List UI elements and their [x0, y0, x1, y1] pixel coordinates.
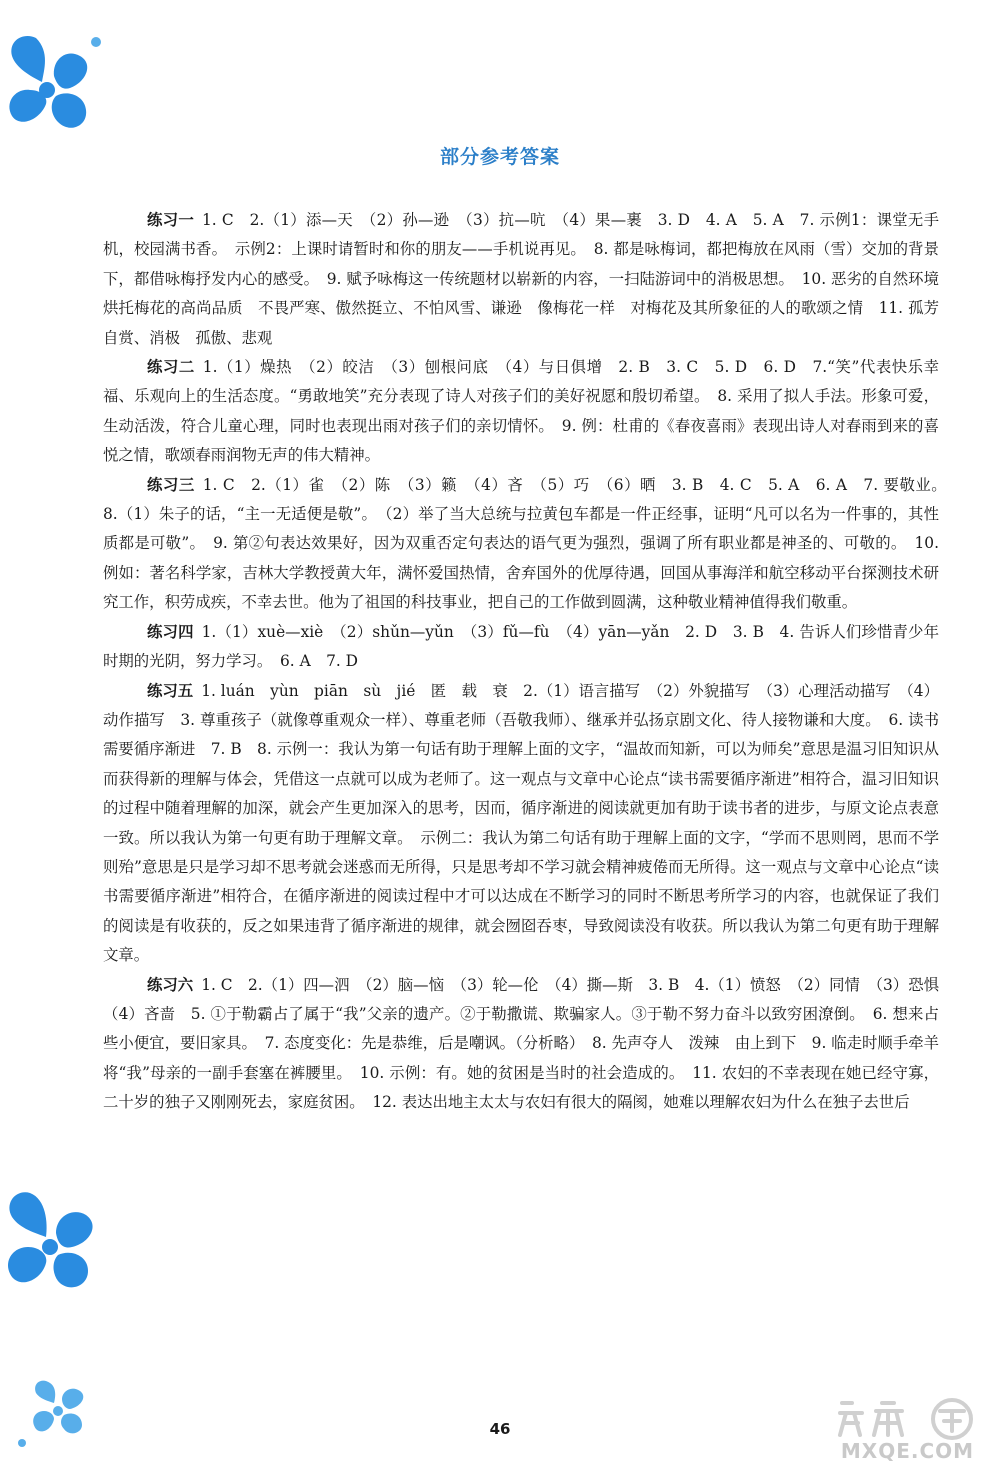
exercise-label: 练习六 — [147, 975, 194, 994]
exercise-answers: 1. luán yùn piān sù jié 匿 载 衰 2.（1）语言描写 （2）外貌描写 （3）心理活动描写 （4）动作描写 3. 尊重孩子（就像尊重观众一样）、尊重老师（吾敬我师）、继承并弘扬京剧文化、待人接物谦和大度。 6. 读书需要循序渐进 7. B 8. 示例一：我认为第一句话有助于理解上面的文字，“温故而知新，可以为师矣”意思是温习旧知识从而获得新的理解与体会，凭借这一点就可以成为老师了。这一观点与文章中心论点“读书需要循序渐进”相符合，温习旧知识的过程中随着理解的加深，就会产生更加深入的思考，因而，循序渐进的阅读就更加有助于读书者的进步，与原文论点表意一致。所以我认为第一句更有助于理解文章。 示例二：我认为第二句话有助于理解上面的文字，“学而不思则罔，思而不学则殆”意思是只是学习却不思考就会迷惑而无所得，只是思考却不学习就会精神疲倦而无所得。这一观点与文章中心论点“读书需要循序渐进”相符合，在循序渐进的阅读过程中才可以达成在不断学习的同时不断思考所学习的内容，也就保证了我们的阅读是有收获的，反之如果违背了循序渐进的规律，就会囫囵吞枣，导致阅读没有收获。所以我认为第二句更有助于理解文章。 — [103, 681, 939, 965]
exercise-1 — [103, 206, 955, 353]
exercise-answers: 1. C 2.（1）雀 （2）陈 （3）籁 （4）吝 （5）巧 （6）晒 3. B 4. C 5. A 6. A 7. 要敬业。 8.（1）朱子的话，“主一无适便是敬”。 （2）举了当大总统与拉黄包车都是一件正经事，证明“凡可以名为一件事的，其性质都是可敬”。 9. 第②句表达效果好，因为双重否定句表达的语气更为强烈，强调了所有职业都是神圣的、可敬的。 10. 例如：著名科学家，吉林大学教授黄大年，满怀爱国热情，舍弃国外的优厚待遇，回国从事海洋和航空移动平台探测技术研究工作，积劳成疾，不幸去世。他为了祖国的科技事业，把自己的工作做到圆满，这种敬业精神值得我们敬重。 — [103, 475, 955, 612]
exercise-label: 练习四 — [147, 622, 194, 641]
exercise-label: 练习五 — [147, 681, 194, 700]
page-title: 部分参考答案 — [439, 146, 560, 168]
exercise-5 — [103, 677, 939, 971]
exercise-6 — [103, 971, 955, 1118]
watermark-domain: MXQE.COM — [840, 1439, 975, 1463]
page-number: 46 — [489, 1420, 511, 1438]
exercise-answers: 1.（1）燥热 （2）皎洁 （3）刨根问底 （4）与日俱增 2. B 3. C 5. D 6. D 7.“笑”代表快乐幸福、乐观向上的生活态度。“勇敢地笑”充分表现了诗人对孩子们的美好祝愿和殷切希望。 8. 采用了拟人手法。形象可爱，生动活泼，符合儿童心理，同时也表现出雨对孩子们的亲切情怀。 9. 例：杜甫的《春夜喜雨》表现出诗人对春雨到来的喜悦之情，歌颂春雨润物无声的伟大精神。 — [103, 358, 939, 465]
exercise-label: 练习二 — [147, 358, 195, 377]
watermark — [820, 1395, 995, 1467]
exercise-label: 练习一 — [147, 211, 195, 229]
blue-heart-clover-icon — [0, 30, 110, 140]
exercise-label: 练习三 — [147, 475, 195, 494]
answer-content — [103, 206, 955, 1118]
exercise-2 — [103, 353, 939, 471]
watermark-logo — [820, 1395, 995, 1441]
exercise-answers: 1. C 2.（1）添—天 （2）孙—逊 （3）抗—吭 （4）果—裹 3. D 4. A 5. A 7. 示例1：课堂无手机，校园满书香。 示例2：上课时请暂时和你的朋友——手机说再见。 8. 都是咏梅词，都把梅放在风雨（雪）交加的背景下，都借咏梅抒发内心的感受。 9. 赋予咏梅这一传统题材以崭新的内容，一扫陆游词中的消极思想。 10. 恶劣的自然环境 烘托梅花的高尚品质 不畏严寒、傲然挺立、不怕风雪、谦逊 像梅花一样 对梅花及其所象征的人的歌颂之情 11. 孤芳自赏、消极 孤傲、悲观 — [103, 211, 955, 347]
exercise-3 — [103, 471, 955, 618]
exercise-4 — [103, 618, 939, 677]
exercise-answers: 1. C 2.（1）四—泗 （2）脑—恼 （3）轮—伦 （4）撕—斯 3. B 4.（1）愤怒 （2）同情 （3）恐惧 （4）吝啬 5. ①于勒霸占了属于“我”父亲的遗产。②于勒撒谎、欺骗家人。③于勒不努力奋斗以致穷困潦倒。 6. 想来占些小便宜，要旧家具。 7. 态度变化：先是恭维，后是嘲讽。（分析略） 8. 先声夺人 泼辣 由上到下 9. 临走时顺手牵羊将“我”母亲的一副手套塞在裤腰里。 10. 示例：有。她的贫困是当时的社会造成的。 11. 农妇的不幸表现在她已经守寡，二十岁的独子又刚刚死去，家庭贫困。 12. 表达出地主太太与农妇有很大的隔阂，她难以理解农妇为什么在独子去世后 — [103, 975, 955, 1112]
exercise-answers: 1.（1）xuè—xiè （2）shǔn—yǔn （3）fǔ—fù （4）yān—yǎn 2. D 3. B 4. 告诉人们珍惜青少年时期的光阴，努力学习。 6. A 7. D — [103, 622, 939, 671]
